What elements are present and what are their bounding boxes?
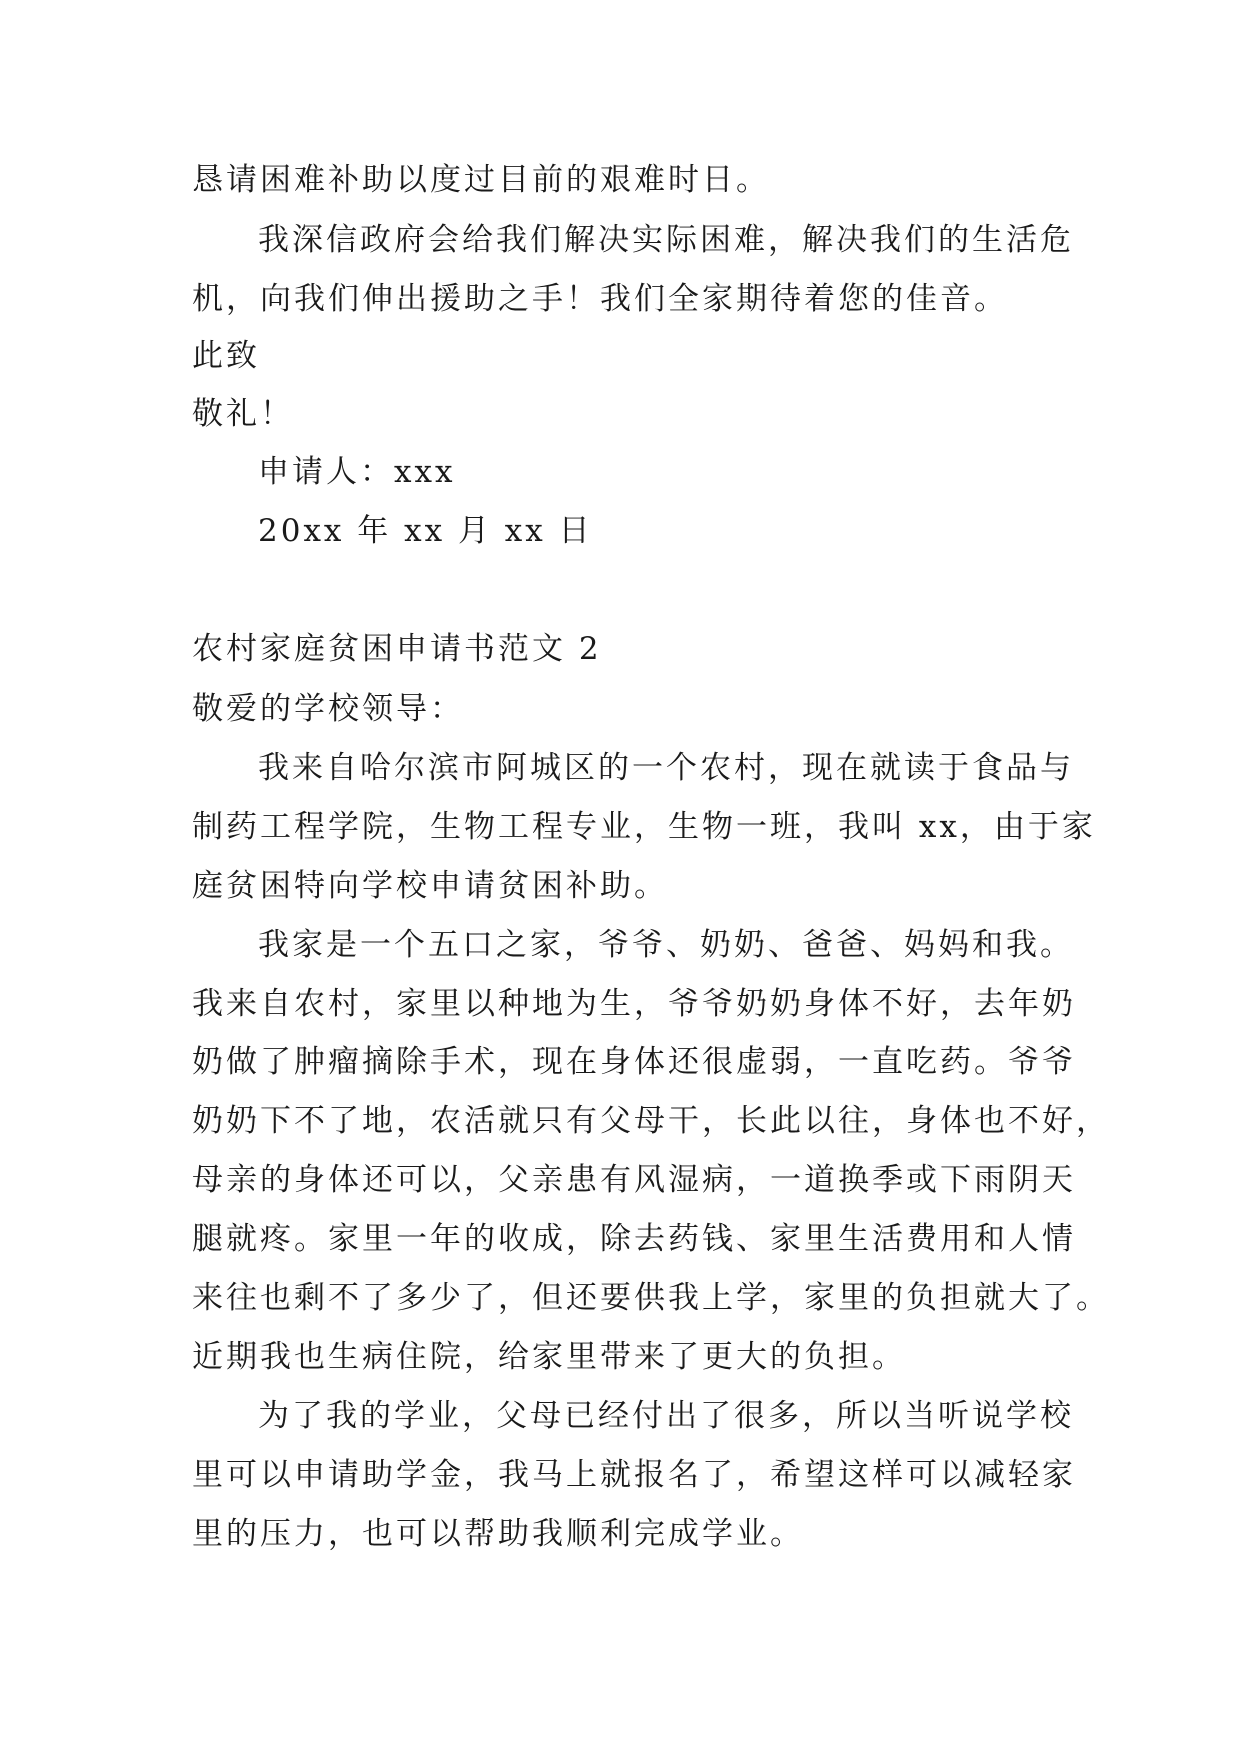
text-line: 来往也剩不了多少了，但还要供我上学，家里的负担就大了。 — [192, 1280, 1110, 1316]
signature-applicant: 申请人：xxx — [258, 454, 456, 490]
greeting-line: 敬爱的学校领导： — [192, 691, 464, 727]
text-line: 腿就疼。家里一年的收成，除去药钱、家里生活费用和人情 — [192, 1221, 1076, 1257]
section-title: 农村家庭贫困申请书范文 2 — [192, 631, 602, 667]
text-line: 奶做了肿瘤摘除手术，现在身体还很虚弱，一直吃药。爷爷 — [192, 1044, 1076, 1080]
signature-date: 20xx 年 xx 月 xx 日 — [258, 513, 593, 549]
text-line: 庭贫困特向学校申请贫困补助。 — [192, 868, 668, 904]
text-line: 制药工程学院，生物工程专业，生物一班，我叫 xx，由于家 — [192, 809, 1096, 845]
text-line: 为了我的学业，父母已经付出了很多，所以当听说学校 — [258, 1398, 1074, 1434]
text-line: 里可以申请助学金，我马上就报名了，希望这样可以减轻家 — [192, 1457, 1076, 1493]
salutation-regards: 敬礼！ — [192, 396, 294, 432]
text-line: 近期我也生病住院，给家里带来了更大的负担。 — [192, 1339, 906, 1375]
text-line: 我深信政府会给我们解决实际困难，解决我们的生活危 — [258, 222, 1074, 258]
text-line: 里的压力，也可以帮助我顺利完成学业。 — [192, 1516, 804, 1552]
text-line: 我来自哈尔滨市阿城区的一个农村，现在就读于食品与 — [258, 750, 1074, 786]
text-line: 我来自农村，家里以种地为生，爷爷奶奶身体不好，去年奶 — [192, 986, 1076, 1022]
text-line: 奶奶下不了地，农活就只有父母干，长此以往，身体也不好， — [192, 1103, 1110, 1139]
text-line: 我家是一个五口之家，爷爷、奶奶、爸爸、妈妈和我。 — [258, 927, 1074, 963]
text-line: 机，向我们伸出援助之手！我们全家期待着您的佳音。 — [192, 281, 1008, 317]
text-line: 母亲的身体还可以，父亲患有风湿病，一道换季或下雨阴天 — [192, 1162, 1076, 1198]
text-line: 恳请困难补助以度过目前的艰难时日。 — [192, 162, 770, 198]
salutation-closing: 此致 — [192, 338, 260, 374]
